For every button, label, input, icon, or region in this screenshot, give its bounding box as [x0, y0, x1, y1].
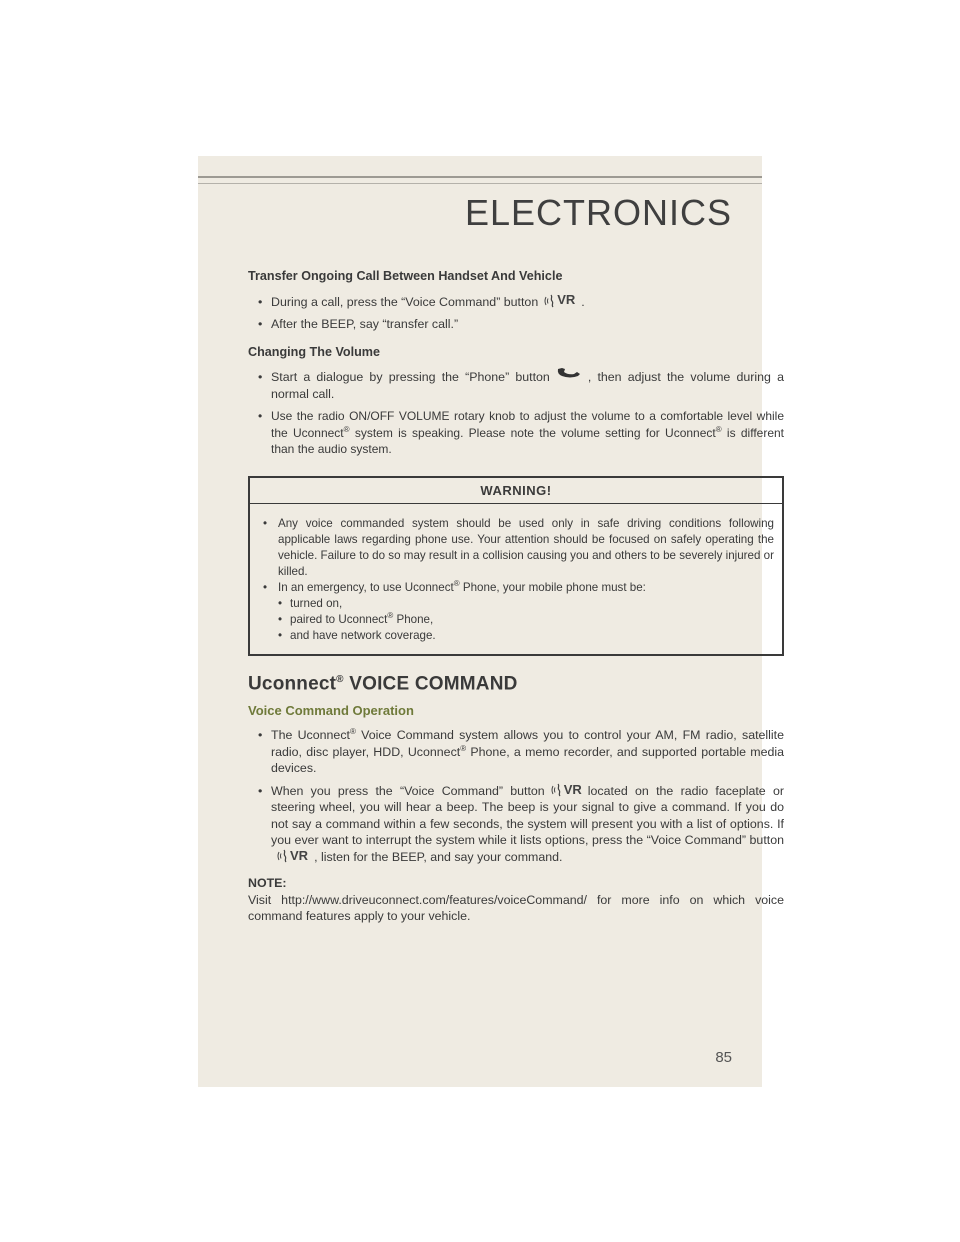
header-rule-bottom — [198, 183, 762, 184]
warning-box — [248, 476, 784, 657]
manual-page — [198, 156, 785, 1087]
header-rule-top — [198, 176, 762, 178]
volume-bullet-1: • Start a dialogue by pressing the “Phone” button , then adjust the volume during a normal call. — [258, 369, 784, 402]
warning-sub-1: • turned on, — [260, 596, 774, 612]
voice-command-icon: VR — [277, 848, 308, 865]
voice-command-icon: VR — [544, 292, 575, 309]
phone-icon — [556, 367, 582, 384]
voice-command-heading: Uconnect® VOICE COMMAND — [248, 673, 518, 695]
volume-bullet-2: • Use the radio ON/OFF VOLUME rotary knob to adjust the volume to a comfortable level while the Uconnect® system is speaking. Please note the volume setting for Uconnect® is different than the audio system. — [258, 408, 784, 458]
page-number: 85 — [715, 1049, 732, 1066]
voice-command-subheading: Voice Command Operation — [248, 702, 414, 718]
transfer-bullet-2: • After the BEEP, say “transfer call.” — [258, 316, 784, 333]
content — [248, 268, 784, 925]
section-header: ELECTRONICS — [464, 192, 732, 233]
voice-command-icon: VR — [551, 782, 582, 799]
warning-sub-3: • and have network coverage. — [260, 628, 774, 644]
warning-title: WARNING! — [250, 478, 782, 505]
volume-heading: Changing The Volume — [248, 344, 381, 359]
warning-bullet-1: • Any voice commanded system should be used only in safe driving conditions following applicable laws regarding phone use. Your attention should be focused on safely operating the vehicle. Failure to do so may result in a collision causing you and others to be severely injured or killed. — [260, 516, 774, 580]
note-text: Visit http://www.driveuconnect.com/features/voiceCommand/ for more info on which voice command features apply to your vehicle. — [248, 892, 784, 924]
note-title: NOTE: — [248, 876, 287, 891]
warning-sub-2: • paired to Uconnect® Phone, — [260, 612, 774, 628]
warning-bullet-2: • In an emergency, to use Uconnect® Phone, your mobile phone must be: — [260, 580, 774, 596]
transfer-bullet-1: • During a call, press the “Voice Command” button VR . — [258, 294, 784, 311]
transfer-heading: Transfer Ongoing Call Between Handset And Vehicle — [248, 269, 563, 283]
warning-body — [250, 504, 782, 654]
voice-bullet-2: • When you press the “Voice Command” button VR located on the radio faceplate or steering wheel, you will hear a beep. The beep is your signal to give a command. If you do not say a command within a few seconds, the system will present you with a list of options. If you ever want to interrupt the system while it lists options, press the “Voice Command” button VR , listen for the BEEP, and say your command. — [258, 783, 784, 866]
voice-bullet-1: • The Uconnect® Voice Command system allows you to control your AM, FM radio, satellite radio, disc player, HDD, Uconnect® Phone, a memo recorder, and supported portable media devices. — [258, 727, 784, 777]
